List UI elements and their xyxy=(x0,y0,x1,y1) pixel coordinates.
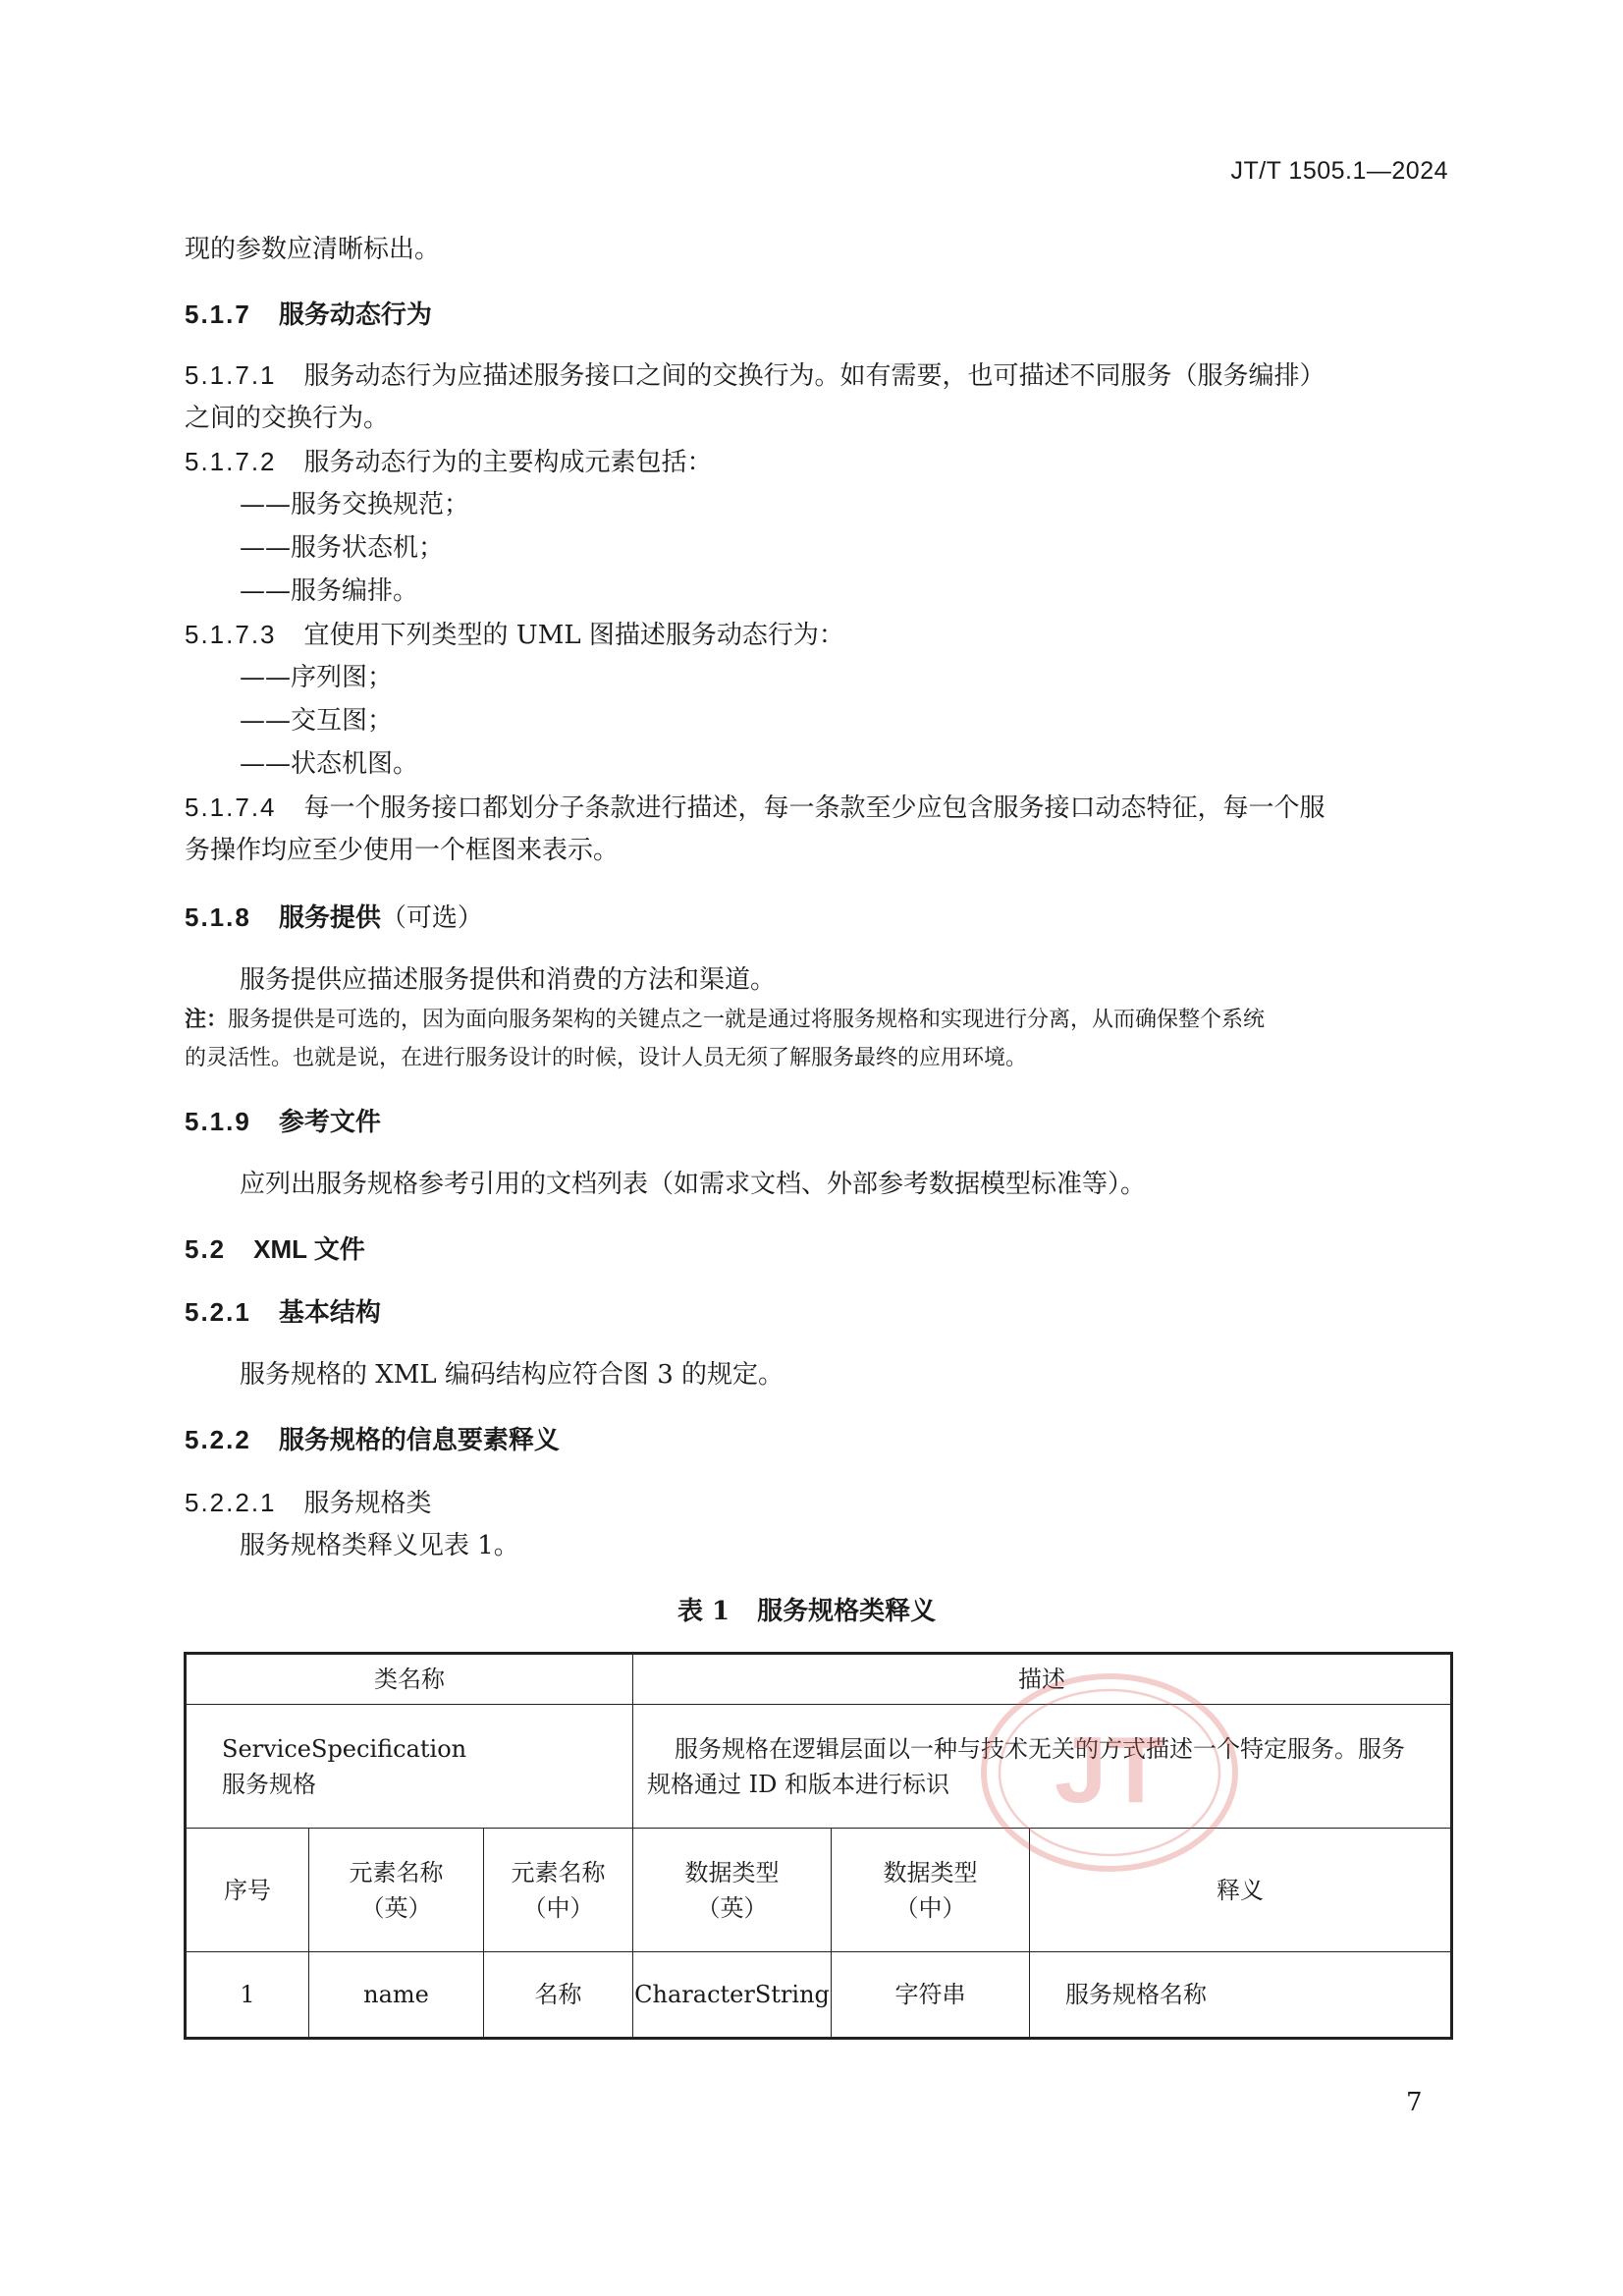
heading-5-1-7 xyxy=(185,295,432,331)
list-item: ——序列图； xyxy=(240,663,394,692)
cell-seq: 1 xyxy=(186,1952,309,2039)
clause-5-1-7-4-cont: 务操作均应至少使用一个框图来表示。 xyxy=(185,836,620,865)
class-description-line: 规格通过 ID 和版本进行标识 xyxy=(647,1770,950,1798)
paragraph-5-1-9: 应列出服务规格参考引用的文档列表（如需求文档、外部参考数据模型标准等）。 xyxy=(240,1170,1147,1199)
list-item: ——交互图； xyxy=(240,706,394,736)
heading-5-1-9 xyxy=(185,1102,381,1138)
note-text: 服务提供是可选的，因为面向服务架构的关键点之一就是通过将服务规格和实现进行分离，从而确保整个系统 xyxy=(228,1008,1266,1032)
standard-number: JT/T 1505.1—2024 xyxy=(1230,157,1448,185)
continuation-text: 现的参数应清晰标出。 xyxy=(185,235,441,264)
col-label: 数据类型 xyxy=(883,1858,978,1886)
heading-5-2-2 xyxy=(185,1420,560,1456)
table-caption-title: 服务规格类释义 xyxy=(757,1597,937,1626)
section-title: 基本结构 xyxy=(278,1298,381,1328)
clause-number: 5.1.7.3 xyxy=(185,620,277,649)
list-item: ——服务编排。 xyxy=(240,576,419,606)
clause-number: 5.1.7.4 xyxy=(185,793,277,822)
class-name-cn: 服务规格 xyxy=(222,1770,316,1798)
clause-5-1-7-4 xyxy=(185,786,1325,830)
clause-5-1-7-1 xyxy=(185,354,1325,398)
section-number: 5.2.1 xyxy=(185,1297,251,1327)
section-number: 5.2 xyxy=(185,1234,227,1264)
clause-text: 每一个服务接口都划分子条款进行描述，每一条款至少应包含服务接口动态特征，每一个服 xyxy=(303,793,1325,823)
paragraph-5-2-1: 服务规格的 XML 编码结构应符合图 3 的规定。 xyxy=(240,1360,784,1390)
note-label: 注： xyxy=(185,1007,229,1032)
clause-5-1-7-2 xyxy=(185,440,713,484)
cell-type-cn: 字符串 xyxy=(832,1952,1030,2039)
heading-5-2-1 xyxy=(185,1292,381,1329)
clause-text: 宜使用下列类型的 UML 图描述服务动态行为： xyxy=(303,621,844,650)
paragraph-5-1-8: 服务提供应描述服务提供和消费的方法和渠道。 xyxy=(240,965,777,995)
col-type-en xyxy=(633,1829,832,1952)
col-meaning: 释义 xyxy=(1030,1829,1452,1952)
clause-number: 5.2.2.1 xyxy=(185,1488,277,1517)
header-description: 描述 xyxy=(633,1654,1452,1705)
table-caption xyxy=(677,1591,936,1627)
note xyxy=(185,1000,1265,1040)
col-sublabel: （英） xyxy=(696,1893,768,1922)
section-title: 参考文件 xyxy=(278,1108,381,1137)
list-item: ——服务交换规范； xyxy=(240,490,470,519)
col-label: 数据类型 xyxy=(684,1858,780,1886)
section-number: 5.1.9 xyxy=(185,1107,251,1136)
col-seq: 序号 xyxy=(186,1829,309,1952)
section-number: 5.1.8 xyxy=(185,902,251,932)
class-name-cell xyxy=(186,1705,633,1829)
table-header-row xyxy=(186,1654,1452,1705)
cell-elem-cn: 名称 xyxy=(484,1952,633,2039)
spec-table xyxy=(184,1652,1453,2040)
column-header-row xyxy=(186,1829,1452,1952)
col-sublabel: （中） xyxy=(894,1893,966,1922)
section-number: 5.2.2 xyxy=(185,1425,251,1454)
section-title: 服务规格的信息要素释义 xyxy=(278,1426,560,1455)
svg-text:JT: JT xyxy=(1054,1718,1165,1823)
col-elem-en xyxy=(309,1829,484,1952)
header-class-name: 类名称 xyxy=(186,1654,633,1705)
section-number: 5.1.7 xyxy=(185,300,251,329)
clause-number: 5.1.7.1 xyxy=(185,360,277,390)
clause-5-2-2-1 xyxy=(185,1481,432,1525)
clause-5-1-7-1-cont: 之间的交换行为。 xyxy=(185,404,390,433)
section-title: XML 文件 xyxy=(253,1234,365,1264)
clause-text: 服务动态行为的主要构成元素包括： xyxy=(303,448,713,477)
col-label: 元素名称 xyxy=(511,1858,606,1886)
note-cont: 的灵活性。也就是说，在进行服务设计的时候，设计人员无须了解服务最终的应用环境。 xyxy=(185,1046,1028,1070)
cell-meaning: 服务规格名称 xyxy=(1030,1952,1452,2039)
heading-5-2 xyxy=(185,1230,365,1266)
class-row xyxy=(186,1705,1452,1829)
col-type-cn xyxy=(832,1829,1030,1952)
class-description-line: 服务规格在逻辑层面以一种与技术无关的方式描述一个特定服务。服务 xyxy=(675,1734,1406,1763)
section-title-suffix: （可选） xyxy=(380,903,483,933)
list-item: ——服务状态机； xyxy=(240,533,445,563)
table-caption-label: 表 1 xyxy=(677,1597,730,1626)
cell-type-en: CharacterString xyxy=(633,1952,832,2039)
section-title: 服务动态行为 xyxy=(278,301,432,330)
list-item: ——状态机图。 xyxy=(240,749,419,779)
clause-number: 5.1.7.2 xyxy=(185,447,277,476)
cell-elem-en: name xyxy=(309,1952,484,2039)
class-description-cell xyxy=(633,1705,1452,1829)
col-label: 元素名称 xyxy=(349,1858,444,1886)
paragraph-5-2-2-1: 服务规格类释义见表 1。 xyxy=(240,1531,519,1560)
col-elem-cn xyxy=(484,1829,633,1952)
clause-title: 服务规格类 xyxy=(303,1489,432,1518)
page-number: 7 xyxy=(1406,2088,1423,2117)
clause-5-1-7-3 xyxy=(185,613,844,657)
clause-text: 服务动态行为应描述服务接口之间的交换行为。如有需要，也可描述不同服务（服务编排） xyxy=(303,361,1325,391)
class-name-en: ServiceSpecification xyxy=(222,1734,467,1763)
section-title: 服务提供 xyxy=(278,903,381,933)
col-sublabel: （英） xyxy=(360,1893,432,1922)
heading-5-1-8 xyxy=(185,898,483,934)
col-sublabel: （中） xyxy=(522,1893,594,1922)
table-row xyxy=(186,1952,1452,2039)
